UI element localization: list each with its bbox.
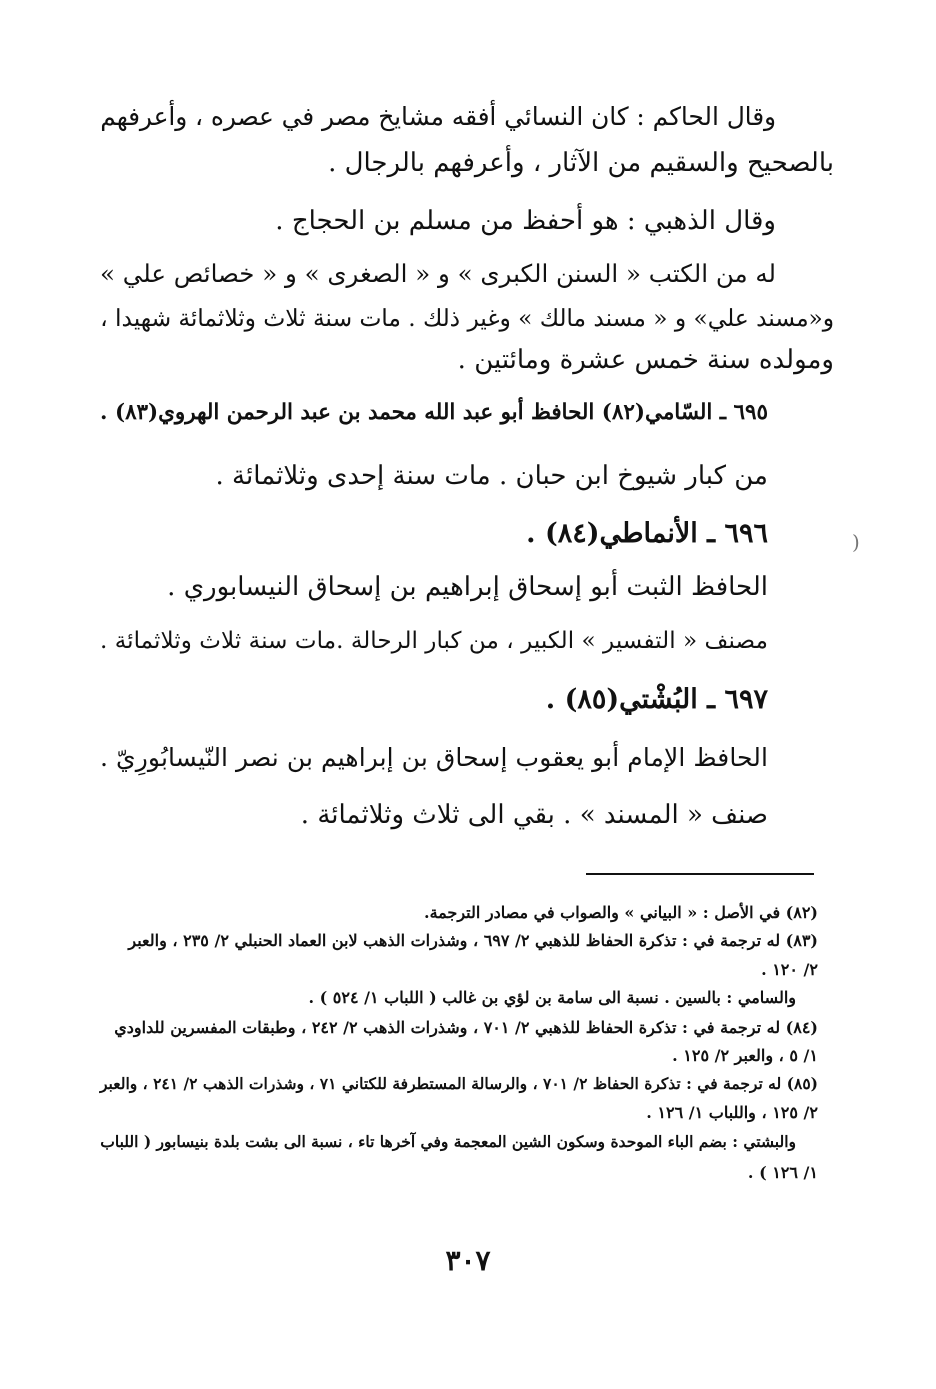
body-line: الحافظ الإمام أبو يعقوب إسحاق بن إبراهيم بن نصر النّيسابُورِيّ . (100, 743, 768, 772)
footnote-line: ١/ ٥ ، والعبر ٢/ ١٢٥ . (672, 1046, 818, 1065)
body-line: الحافظ الثبت أبو إسحاق إبراهيم بن إسحاق النيسابوري . (167, 572, 768, 602)
body-line: له من الكتب « السنن الكبرى » و « الصغرى » و « خصائص علي » (100, 259, 776, 288)
body-line: من كبار شيوخ ابن حبان . مات سنة إحدى وثلاثمائة . (215, 461, 768, 491)
footnote-line: والبشتي : بضم الباء الموحدة وسكون الشين المعجمة وفي آخرها تاء ، نسبة الى بشت بلدة بنيسابور ( اللباب (100, 1132, 796, 1151)
entry-heading-696: ٦٩٦ ـ الأنماطي(٨٤) . (526, 518, 768, 549)
body-line: بالصحيح والسقيم من الآثار ، وأعرفهم بالرجال . (328, 148, 834, 178)
footnote-line: (٨٣) له ترجمة في : تذكرة الحفاظ للذهبي ٢/ ٦٩٧ ، وشذرات الذهب لابن العماد الحنبلي ٢/ ٢٣٥ ، والعبر (128, 931, 818, 950)
body-line: صنف « المسند » . بقي الى ثلاث وثلاثمائة . (300, 800, 768, 830)
footnote-line: ٢/ ١٢٥ ، واللباب ١/ ١٢٦ . (646, 1103, 818, 1122)
footnote-line: (٨٤) له ترجمة في : تذكرة الحفاظ للذهبي ٢/ ٧٠١ ، وشذرات الذهب ٢/ ٢٤٢ ، وطبقات المفسرين للداودي (114, 1018, 818, 1037)
margin-parenthesis-mark: ( (852, 530, 860, 554)
body-line: ومولده سنة خمس عشرة ومائتين . (457, 345, 834, 375)
page-number: ٣٠٧ (445, 1244, 491, 1277)
footnote-line: والسامي : بالسين . نسبة الى سامة بن لؤي بن غالب ( اللباب ١/ ٥٢٤ ) . (308, 988, 796, 1007)
footnote-line: ١/ ١٢٦ ) . (747, 1163, 818, 1182)
entry-heading-697: ٦٩٧ ـ البُشْتي(٨٥) . (545, 684, 768, 715)
footnote-separator (586, 873, 814, 875)
footnote-line: ٢/ ١٢٠ . (761, 960, 818, 979)
footnote-line: (٨٥) له ترجمة في : تذكرة الحفاظ ٢/ ٧٠١ ، والرسالة المستطرفة للكتاني ٧١ ، وشذرات الذهب ٢/ ٢٤١ ، والعبر (100, 1074, 818, 1093)
body-line: وقال الحاكم : كان النسائي أفقه مشايخ مصر في عصره ، وأعرفهم (100, 102, 776, 131)
body-line: مصنف « التفسير » الكبير ، من كبار الرحالة .مات سنة ثلاث وثلاثمائة . (99, 628, 768, 654)
body-line: و«مسند علي» و « مسند مالك » وغير ذلك . مات سنة ثلاث وثلاثمائة شهيدا ، (100, 305, 834, 332)
footnote-line: (٨٢) في الأصل : « البياني » والصواب في مصادر الترجمة. (424, 903, 818, 922)
body-line: وقال الذهبي : هو أحفظ من مسلم بن الحجاج . (275, 206, 776, 236)
entry-heading-695: ٦٩٥ ـ السّامي(٨٢) الحافظ أبو عبد الله محمد بن عبد الرحمن الهروي(٨٣) . (100, 400, 768, 425)
